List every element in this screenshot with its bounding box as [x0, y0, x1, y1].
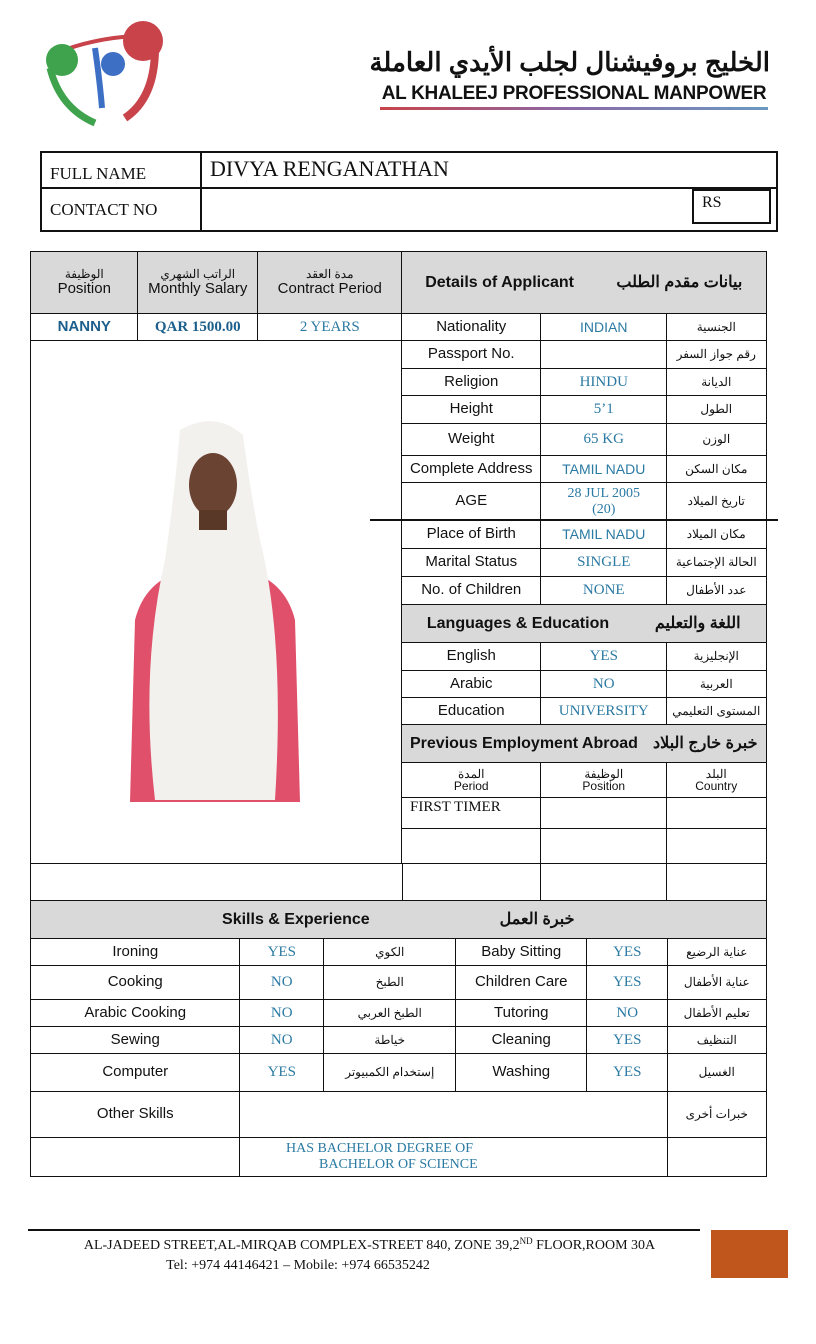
other-skills-arabic: خبرات أخرى [667, 1091, 767, 1139]
detail-label: Religion [401, 368, 542, 397]
detail-value: HINDU [540, 368, 668, 397]
detail-value-line-2: (20) [592, 501, 616, 517]
skill-r-val: NO [586, 999, 669, 1028]
detail-arabic: الديانة [666, 368, 767, 397]
detail-value: 5’1 [540, 395, 668, 425]
employment-header-title: خبرة خارج البلاد [653, 734, 758, 752]
skill-l-en: Sewing [30, 1026, 241, 1055]
employment-cell [540, 828, 668, 865]
language-value: NO [540, 670, 668, 699]
company-logo [40, 18, 170, 128]
skill-l-val: YES [239, 938, 325, 967]
skill-l-val: NO [239, 1026, 325, 1055]
skill-l-ar: الكوي [323, 938, 457, 967]
full-name-value: DIVYA RENGANATHAN [200, 151, 778, 189]
detail-value: NONE [540, 576, 668, 606]
blank-cell [30, 863, 403, 902]
language-label: Education [401, 697, 542, 726]
blank-cell [666, 863, 767, 902]
language-label: Arabic [401, 670, 542, 699]
detail-arabic: الحالة الإجتماعية [666, 548, 767, 578]
footer-address [28, 1237, 711, 1254]
skill-r-ar: تعليم الأطفال [667, 999, 767, 1028]
languages-header-title: اللغة والتعليم [654, 614, 741, 632]
languages-header [401, 604, 767, 644]
header-divider [380, 107, 768, 110]
details-header [401, 251, 767, 315]
skill-l-ar: خياطة [323, 1026, 457, 1055]
detail-label: No. of Children [401, 576, 542, 606]
position-header-line-2: Position [57, 280, 111, 298]
skill-r-en: Cleaning [455, 1026, 588, 1055]
skill-l-val: NO [239, 965, 325, 1001]
skill-l-en: Cooking [30, 965, 241, 1001]
detail-label: Nationality [401, 313, 542, 342]
detail-value: 65 KG [540, 423, 668, 457]
other-skills-text [239, 1137, 669, 1177]
contract-header-line-1: مدة العقد [306, 266, 354, 281]
detail-arabic: عدد الأطفال [666, 576, 767, 606]
skill-r-ar: عناية الأطفال [667, 965, 767, 1001]
employment-column-header-line-2: Period [453, 779, 489, 794]
skill-r-ar: الغسيل [667, 1053, 767, 1093]
detail-arabic: الجنسية [666, 313, 767, 342]
company-name-english: AL KHALEEJ PROFESSIONAL MANPOWER [381, 83, 767, 104]
position-value: NANNY [30, 313, 139, 342]
detail-label: Marital Status [401, 548, 542, 578]
blank-cell [401, 863, 542, 902]
skill-r-val: YES [586, 1026, 669, 1055]
detail-arabic: الطول [666, 395, 767, 425]
detail-label: Complete Address [401, 455, 542, 484]
skill-l-val: YES [239, 1053, 325, 1093]
detail-label: Place of Birth [401, 520, 542, 550]
detail-label: Height [401, 395, 542, 425]
salary-header [137, 251, 259, 315]
language-value: UNIVERSITY [540, 697, 668, 726]
position-header-line-1: الوظيفة [64, 266, 104, 281]
address-sup: ND [519, 1236, 533, 1246]
other-skills-text-line-1: HAS BACHELOR DEGREE OF [286, 1140, 474, 1156]
employment-column-header-line-2: Position [582, 779, 626, 794]
position-header [30, 251, 139, 315]
detail-arabic: مكان الميلاد [666, 520, 767, 550]
footer-accent-block [711, 1230, 788, 1278]
skill-l-ar: إستخدام الكمبيوتر [323, 1053, 457, 1093]
skill-r-en: Children Care [455, 965, 588, 1001]
detail-arabic: رقم جواز السفر [666, 340, 767, 370]
other-skills-text-line-2: BACHELOR OF SCIENCE [319, 1156, 478, 1172]
other-skills-value [239, 1091, 669, 1139]
skill-l-ar: الطبخ العربي [323, 999, 457, 1028]
address-text: AL-JADEED STREET,AL-MIRQAB COMPLEX-STREET 840, ZONE 39,2 [83, 1238, 520, 1253]
skill-r-val: YES [586, 938, 669, 967]
footer-phones: Tel: +974 44146421 – Mobile: +974 66535242 [166, 1258, 430, 1273]
employment-column-header [401, 762, 542, 799]
skill-r-en: Washing [455, 1053, 588, 1093]
salary-header-line-1: الراتب الشهري [160, 266, 236, 281]
employment-column-header [540, 762, 668, 799]
employment-cell [666, 828, 767, 865]
rs-box: RS [692, 189, 771, 224]
details-header-title: بيانات مقدم الطلب [616, 273, 743, 291]
company-name-arabic: الخليج بروفيشنال لجلب الأيدي العاملة [369, 47, 770, 77]
blank-cell [30, 1137, 241, 1177]
detail-value: TAMIL NADU [540, 520, 668, 550]
detail-value [540, 482, 668, 522]
employment-column-header-line-1: الوظيفة [584, 766, 624, 781]
detail-label: AGE [401, 482, 542, 522]
languages-header-title: Languages & Education [426, 614, 610, 632]
language-value: YES [540, 642, 668, 672]
detail-value [540, 340, 668, 370]
employment-column-header-line-1: البلد [705, 766, 727, 781]
detail-value: INDIAN [540, 313, 668, 342]
applicant-photo [125, 420, 305, 802]
language-label: English [401, 642, 542, 672]
salary-value: QAR 1500.00 [137, 313, 259, 342]
detail-label: Weight [401, 423, 542, 457]
skill-l-en: Computer [30, 1053, 241, 1093]
employment-column-header-line-2: Country [695, 779, 738, 794]
employment-cell [401, 828, 542, 865]
skills-header-title: Skills & Experience [222, 910, 370, 928]
skills-header-title: خبرة العمل [499, 910, 575, 928]
skill-r-ar: التنظيف [667, 1026, 767, 1055]
row-divider [370, 519, 778, 521]
skills-header [30, 900, 767, 940]
skill-r-val: YES [586, 965, 669, 1001]
skill-l-ar: الطبخ [323, 965, 457, 1001]
blank-cell [667, 1137, 767, 1177]
skill-l-en: Arabic Cooking [30, 999, 241, 1028]
blank-cell [540, 863, 668, 902]
salary-header-line-2: Monthly Salary [148, 280, 248, 298]
skill-r-en: Tutoring [455, 999, 588, 1028]
skill-l-en: Ironing [30, 938, 241, 967]
detail-arabic: الوزن [666, 423, 767, 457]
detail-arabic: تاريخ الميلاد [666, 482, 767, 522]
contract-header-line-2: Contract Period [277, 280, 382, 298]
employment-column-header [666, 762, 767, 799]
language-arabic: العربية [666, 670, 767, 699]
skill-r-ar: عناية الرضيع [667, 938, 767, 967]
language-arabic: المستوى التعليمي [666, 697, 767, 726]
contract-value: 2 YEARS [257, 313, 403, 342]
address-text-end: FLOOR,ROOM 30A [532, 1238, 656, 1253]
detail-value: TAMIL NADU [540, 455, 668, 484]
other-skills-label: Other Skills [30, 1091, 241, 1139]
employment-header-title: Previous Employment Abroad [410, 734, 638, 752]
employment-cell [540, 797, 668, 830]
language-arabic: الإنجليزية [666, 642, 767, 672]
employment-cell: FIRST TIMER [401, 797, 542, 830]
contract-header [257, 251, 403, 315]
details-header-title: Details of Applicant [425, 273, 574, 291]
detail-arabic: مكان السكن [666, 455, 767, 484]
employment-column-header-line-1: المدة [457, 766, 485, 781]
detail-value: SINGLE [540, 548, 668, 578]
contact-label: CONTACT NO [40, 187, 202, 232]
skill-r-val: YES [586, 1053, 669, 1093]
detail-label: Passport No. [401, 340, 542, 370]
employment-header [401, 724, 767, 764]
employment-cell [666, 797, 767, 830]
full-name-label: FULL NAME [40, 151, 202, 189]
skill-l-val: NO [239, 999, 325, 1028]
footer-divider [28, 1229, 700, 1231]
detail-value-line-1: 28 JUL 2005 [567, 486, 641, 502]
skill-r-en: Baby Sitting [455, 938, 588, 967]
